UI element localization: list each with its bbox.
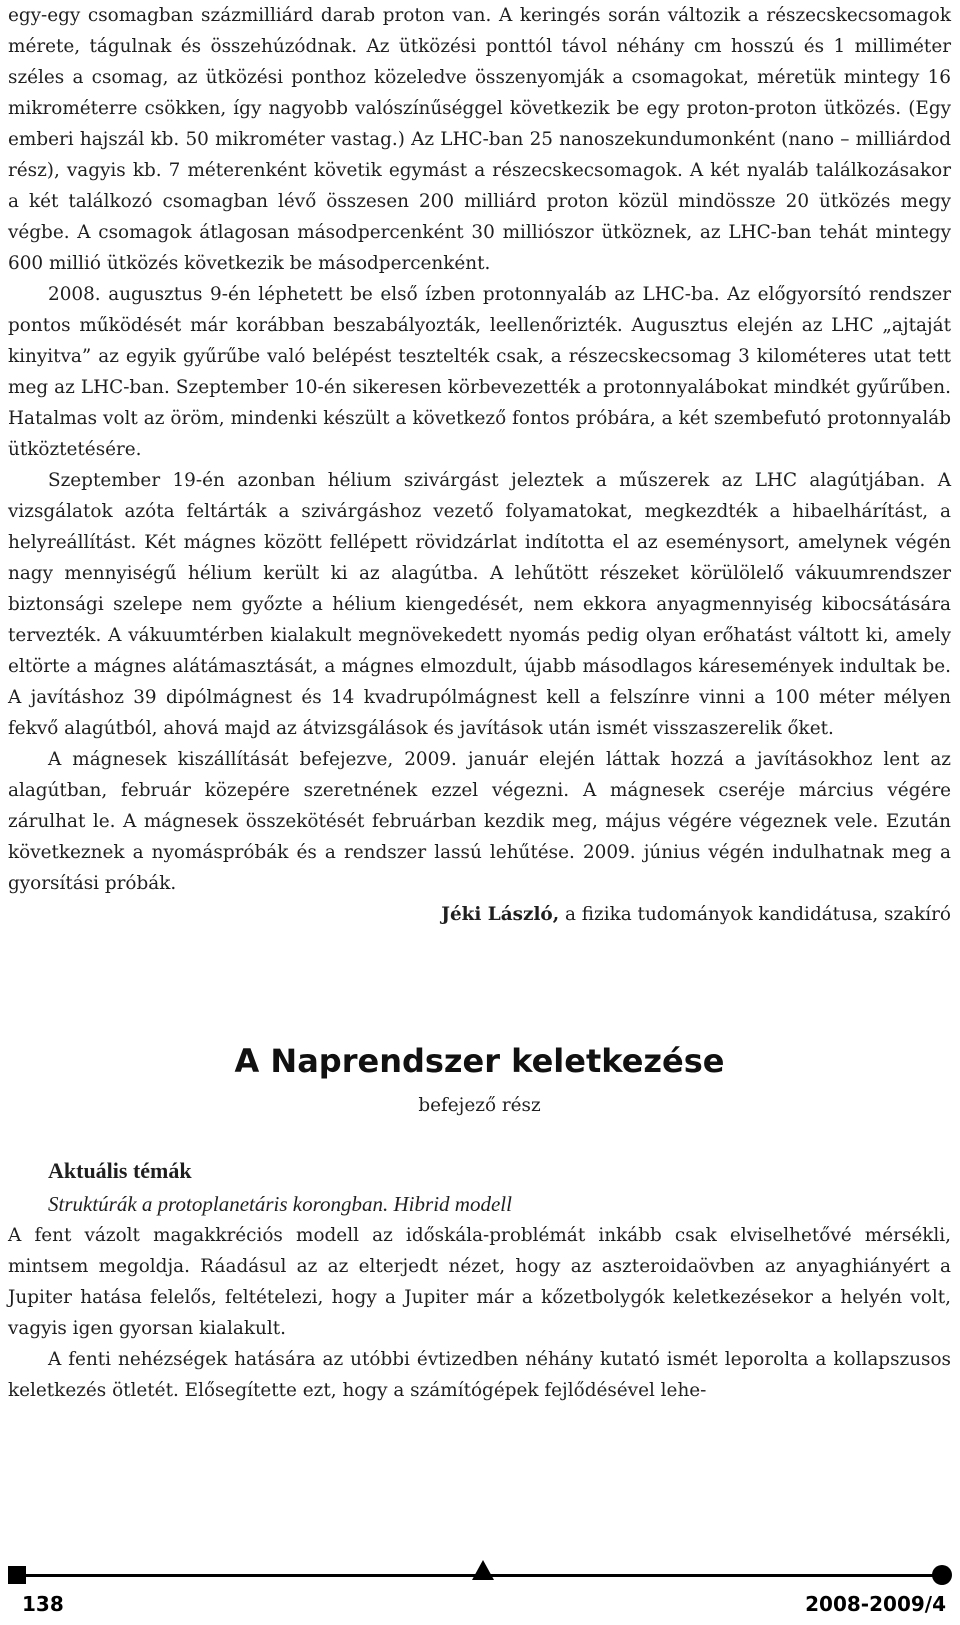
page-body <box>8 0 951 1406</box>
author-role: a fizika tudományok kandidátusa, szakíró <box>559 904 951 925</box>
article-subtitle: befejező rész <box>418 1095 541 1116</box>
square-marker-icon <box>8 1566 26 1584</box>
article-title: A Naprendszer keletkezése <box>234 1042 725 1080</box>
section-heading: Aktuális témák <box>48 1158 192 1183</box>
page-footer <box>8 1560 952 1620</box>
author-name: Jéki László, <box>441 904 560 925</box>
article1-paragraph-2: 2008. augusztus 9-én léphetett be első ízben protonnyaláb az LHC-ba. Az előgyorsító rendszer pontos működését már korábban beszabályozták, leellenőrizték. Augusztus elején az LHC „ajtaját kinyitva” az egyik gyűrűbe való belépést tesztelték csak, a részecskecsomag 3 kilométeres utat tett meg az LHC-ban. Szeptember 10-én sikeresen körbevezették a protonnyalábokat mindkét gyűrűben. Hatalmas volt az öröm, mindenki készült a következő fontos próbára, a két szembefutó protonnyaláb ütköztetésére. <box>8 284 951 460</box>
topic-heading: Struktúrák a protoplanetáris korongban. Hibrid modell <box>48 1192 512 1216</box>
article1-paragraph-1: egy-egy csomagban százmilliárd darab proton van. A keringés során változik a részecskecsomagok mérete, tágulnak és összehúzódnak. Az ütközési ponttól távol néhány cm hosszú és 1 milliméter széles a csomag, az ütközési ponthoz közeledve összenyomják a csomagokat, méretük mintegy 16 mikrométerre csökken, így nagyobb valószínűséggel következik be egy proton-proton ütközés. (Egy emberi hajszál kb. 50 mikrométer vastag.) Az LHC-ban 25 nanoszekundumonként (nano – milliárdod rész), vagyis kb. 7 méterenként követik egymást a részecskecsomagok. A két nyaláb találkozásakor a két találkozó csomagban lévő összesen 200 milliárd proton közül mindössze 20 ütközés megy végbe. A csomagok átlagosan másodpercenként 30 milliószor ütköznek, az LHC-ban tehát mintegy 600 millió ütközés következik be másodpercenként. <box>8 5 951 274</box>
article1-paragraph-4: A mágnesek kiszállítását befejezve, 2009. január elején láttak hozzá a javításokhoz lent az alagútban, február közepére szeretnének ezzel végezni. A mágnesek cseréje március végére zárulhat le. A mágnesek összekötését februárban kezdik meg, május végére végeznek vele. Ezután következnek a nyomáspróbák és a rendszer lassú lehűtése. 2009. június végén indulhatnak meg a gyorsítási próbák. <box>8 749 951 894</box>
author-byline <box>8 899 951 930</box>
article2-paragraph-1: A fent vázolt magakkréciós modell az időskála-problémát inkább csak elviselhetővé mérsékli, mintsem megoldja. Ráadásul az az elterjedt nézet, hogy az aszteroidaövben az anyaghiányért a Jupiter hatása felelős, feltételezi, hogy a Jupiter már a kőzetbolygók keletkezésekor a helyén volt, vagyis igen gyorsan kialakult. <box>8 1225 951 1339</box>
circle-marker-icon <box>932 1565 952 1585</box>
issue-number: 2008-2009/4 <box>805 1592 946 1616</box>
article2-paragraph-2: A fenti nehézségek hatására az utóbbi évtizedben néhány kutató ismét leporolta a kollapszusos keletkezés ötletét. Elősegítette ezt, hogy a számítógépek fejlődésével lehe- <box>8 1349 951 1401</box>
triangle-marker-icon <box>472 1560 494 1580</box>
article1-paragraph-3: Szeptember 19-én azonban hélium szivárgást jeleztek a műszerek az LHC alagútjában. A vizsgálatok azóta feltárták a szivárgáshoz vezető folyamatokat, megkezdték a hibaelhárítást, a helyreállítást. Két mágnes között fellépett rövidzárlat indította el az eseménysort, amelynek végén nagy mennyiségű hélium került ki az alagútba. A lehűtött részeket körülölelő vákuumrendszer biztonsági szelepe nem győzte a hélium kiengedését, nem ekkora anyagmennyiség kibocsátására tervezték. A vákuumtérben kialakult megnövekedett nyomás pedig olyan erőhatást váltott ki, amely eltörte a mágnes alátámasztását, a mágnes elmozdult, újabb másodlagos káresemények indultak be. A javításhoz 39 dipólmágnest és 14 kvadrupólmágnest kell a felszínre vinni a 100 méter mélyen fekvő alagútból, ahová majd az átvizsgálások és javítások után ismét visszaszerelik őket. <box>8 470 951 739</box>
page-number: 138 <box>22 1592 64 1616</box>
